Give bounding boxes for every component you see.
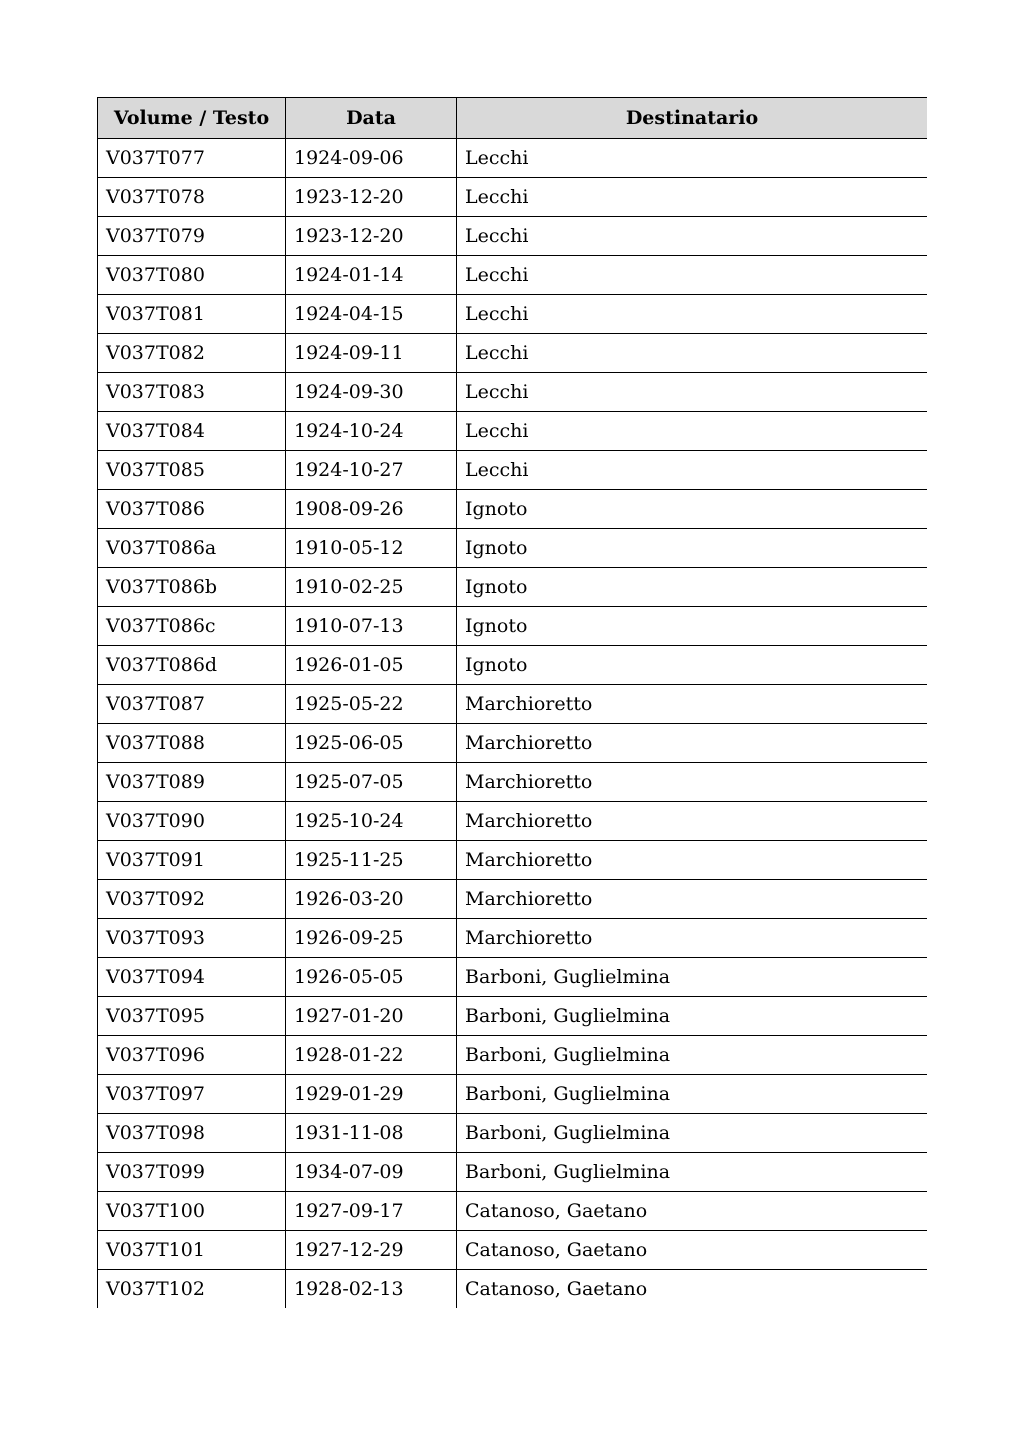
- cell-destinatario: Lecchi: [457, 178, 928, 217]
- table-header-row: [98, 98, 928, 139]
- table-row: [98, 763, 928, 802]
- cell-volume-testo: V037T093: [98, 919, 286, 958]
- cell-destinatario: Marchioretto: [457, 919, 928, 958]
- cell-volume-testo: V037T077: [98, 139, 286, 178]
- cell-destinatario: Ignoto: [457, 607, 928, 646]
- cell-data: 1934-07-09: [286, 1153, 457, 1192]
- cell-data: 1908-09-26: [286, 490, 457, 529]
- table-row: [98, 919, 928, 958]
- cell-destinatario: Lecchi: [457, 334, 928, 373]
- cell-volume-testo: V037T082: [98, 334, 286, 373]
- cell-data: 1923-12-20: [286, 217, 457, 256]
- cell-volume-testo: V037T084: [98, 412, 286, 451]
- cell-volume-testo: V037T081: [98, 295, 286, 334]
- cell-data: 1926-03-20: [286, 880, 457, 919]
- cell-destinatario: Catanoso, Gaetano: [457, 1192, 928, 1231]
- table-row: [98, 1036, 928, 1075]
- cell-data: 1925-10-24: [286, 802, 457, 841]
- table-row: [98, 568, 928, 607]
- cell-destinatario: Marchioretto: [457, 724, 928, 763]
- column-header-data: Data: [286, 98, 457, 139]
- cell-destinatario: Lecchi: [457, 451, 928, 490]
- cell-destinatario: Ignoto: [457, 646, 928, 685]
- table-row: [98, 1270, 928, 1309]
- table-row: [98, 139, 928, 178]
- cell-volume-testo: V037T086a: [98, 529, 286, 568]
- table-row: [98, 412, 928, 451]
- cell-volume-testo: V037T085: [98, 451, 286, 490]
- table-row: [98, 529, 928, 568]
- cell-volume-testo: V037T080: [98, 256, 286, 295]
- table-row: [98, 1231, 928, 1270]
- cell-destinatario: Barboni, Guglielmina: [457, 1153, 928, 1192]
- table-row: [98, 724, 928, 763]
- cell-volume-testo: V037T086c: [98, 607, 286, 646]
- cell-volume-testo: V037T099: [98, 1153, 286, 1192]
- cell-volume-testo: V037T086b: [98, 568, 286, 607]
- cell-data: 1929-01-29: [286, 1075, 457, 1114]
- table-row: [98, 958, 928, 997]
- cell-volume-testo: V037T083: [98, 373, 286, 412]
- table-row: [98, 295, 928, 334]
- cell-data: 1924-10-24: [286, 412, 457, 451]
- cell-data: 1926-09-25: [286, 919, 457, 958]
- cell-destinatario: Lecchi: [457, 412, 928, 451]
- cell-destinatario: Barboni, Guglielmina: [457, 997, 928, 1036]
- table-row: [98, 373, 928, 412]
- cell-data: 1925-06-05: [286, 724, 457, 763]
- table-row: [98, 607, 928, 646]
- cell-destinatario: Barboni, Guglielmina: [457, 1114, 928, 1153]
- cell-data: 1931-11-08: [286, 1114, 457, 1153]
- cell-destinatario: Barboni, Guglielmina: [457, 1075, 928, 1114]
- cell-volume-testo: V037T091: [98, 841, 286, 880]
- table-row: [98, 178, 928, 217]
- cell-data: 1925-07-05: [286, 763, 457, 802]
- table-body: [98, 139, 928, 1309]
- cell-destinatario: Barboni, Guglielmina: [457, 1036, 928, 1075]
- cell-data: 1926-05-05: [286, 958, 457, 997]
- table-row: [98, 1192, 928, 1231]
- cell-destinatario: Lecchi: [457, 217, 928, 256]
- cell-volume-testo: V037T095: [98, 997, 286, 1036]
- table-row: [98, 646, 928, 685]
- document-page: [97, 97, 927, 1312]
- cell-data: 1924-09-11: [286, 334, 457, 373]
- cell-volume-testo: V037T094: [98, 958, 286, 997]
- table-row: [98, 880, 928, 919]
- cell-destinatario: Ignoto: [457, 490, 928, 529]
- table-row: [98, 1075, 928, 1114]
- cell-volume-testo: V037T097: [98, 1075, 286, 1114]
- cell-data: 1928-02-13: [286, 1270, 457, 1309]
- cell-destinatario: Marchioretto: [457, 763, 928, 802]
- cell-destinatario: Marchioretto: [457, 685, 928, 724]
- cell-destinatario: Lecchi: [457, 256, 928, 295]
- cell-data: 1928-01-22: [286, 1036, 457, 1075]
- cell-volume-testo: V037T096: [98, 1036, 286, 1075]
- cell-data: 1924-01-14: [286, 256, 457, 295]
- cell-destinatario: Lecchi: [457, 139, 928, 178]
- cell-data: 1910-05-12: [286, 529, 457, 568]
- cell-data: 1925-05-22: [286, 685, 457, 724]
- cell-data: 1910-02-25: [286, 568, 457, 607]
- cell-volume-testo: V037T092: [98, 880, 286, 919]
- cell-data: 1925-11-25: [286, 841, 457, 880]
- cell-destinatario: Marchioretto: [457, 841, 928, 880]
- cell-data: 1924-10-27: [286, 451, 457, 490]
- table-row: [98, 256, 928, 295]
- table-row: [98, 490, 928, 529]
- cell-data: 1910-07-13: [286, 607, 457, 646]
- table-row: [98, 1114, 928, 1153]
- cell-volume-testo: V037T088: [98, 724, 286, 763]
- table-row: [98, 1153, 928, 1192]
- cell-data: 1923-12-20: [286, 178, 457, 217]
- cell-volume-testo: V037T089: [98, 763, 286, 802]
- cell-volume-testo: V037T100: [98, 1192, 286, 1231]
- column-header-destinatario: Destinatario: [457, 98, 928, 139]
- table-row: [98, 217, 928, 256]
- cell-destinatario: Barboni, Guglielmina: [457, 958, 928, 997]
- cell-volume-testo: V037T090: [98, 802, 286, 841]
- table-row: [98, 997, 928, 1036]
- cell-volume-testo: V037T086d: [98, 646, 286, 685]
- table-row: [98, 802, 928, 841]
- cell-volume-testo: V037T087: [98, 685, 286, 724]
- cell-volume-testo: V037T101: [98, 1231, 286, 1270]
- cell-data: 1924-09-30: [286, 373, 457, 412]
- cell-volume-testo: V037T078: [98, 178, 286, 217]
- cell-destinatario: Catanoso, Gaetano: [457, 1270, 928, 1309]
- cell-destinatario: Catanoso, Gaetano: [457, 1231, 928, 1270]
- cell-data: 1924-09-06: [286, 139, 457, 178]
- cell-data: 1927-01-20: [286, 997, 457, 1036]
- cell-volume-testo: V037T102: [98, 1270, 286, 1309]
- cell-volume-testo: V037T098: [98, 1114, 286, 1153]
- cell-destinatario: Ignoto: [457, 568, 928, 607]
- cell-destinatario: Marchioretto: [457, 880, 928, 919]
- table-row: [98, 685, 928, 724]
- cell-volume-testo: V037T086: [98, 490, 286, 529]
- table-row: [98, 334, 928, 373]
- table-row: [98, 841, 928, 880]
- cell-data: 1924-04-15: [286, 295, 457, 334]
- cell-data: 1927-12-29: [286, 1231, 457, 1270]
- column-header-volume-testo: Volume / Testo: [98, 98, 286, 139]
- cell-data: 1927-09-17: [286, 1192, 457, 1231]
- cell-volume-testo: V037T079: [98, 217, 286, 256]
- cell-destinatario: Ignoto: [457, 529, 928, 568]
- cell-data: 1926-01-05: [286, 646, 457, 685]
- table-row: [98, 451, 928, 490]
- cell-destinatario: Lecchi: [457, 373, 928, 412]
- cell-destinatario: Marchioretto: [457, 802, 928, 841]
- cell-destinatario: Lecchi: [457, 295, 928, 334]
- letters-table: [97, 97, 927, 1308]
